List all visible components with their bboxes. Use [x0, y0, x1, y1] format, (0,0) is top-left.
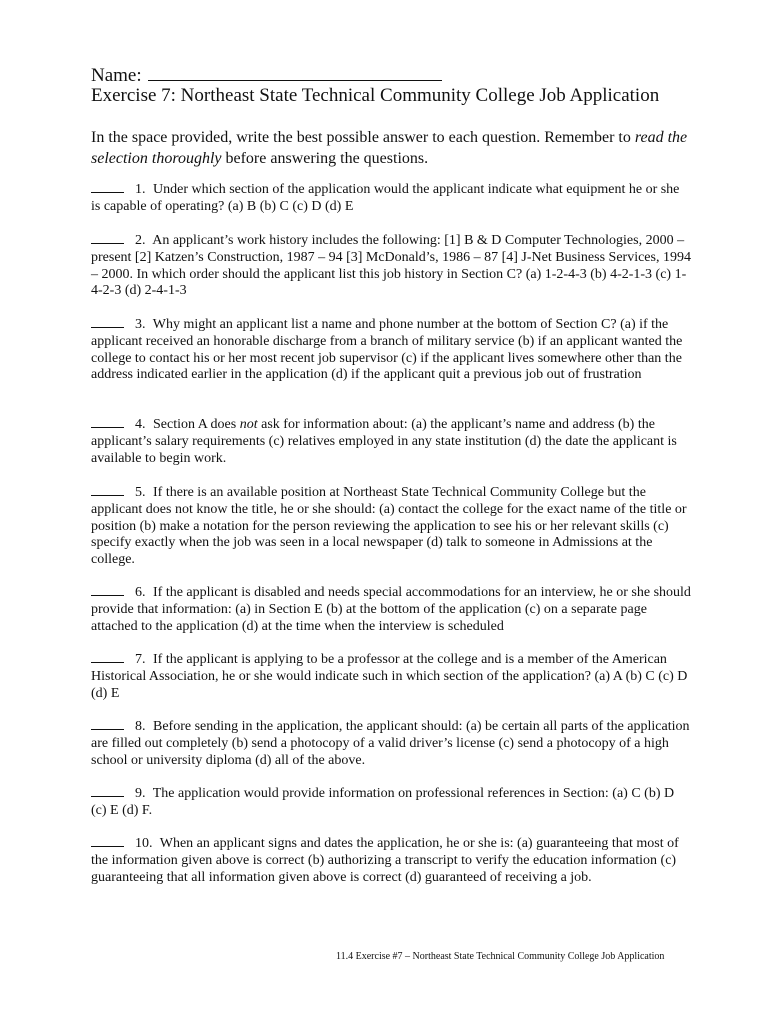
page-title: Exercise 7: Northeast State Technical Community College Job Application — [91, 85, 660, 106]
question-text: Under which section of the application would the applicant indicate what equipment he or she is capable of operating? (a) B (b) C (c) D (d) E — [91, 182, 680, 214]
question-number: 4. — [135, 417, 146, 432]
page-footer: 11.4 Exercise #7 – Northeast State Technical Community College Job Application — [336, 951, 665, 962]
question-number: 8. — [135, 719, 146, 734]
question-text-before: Section A does — [153, 417, 240, 432]
answer-blank — [91, 584, 124, 596]
question-text: The application would provide information on professional references in Section: (a) C (b) D (c) E (d) F. — [91, 786, 675, 818]
question-number: 9. — [135, 786, 146, 801]
question-number: 3. — [135, 317, 146, 332]
question-9 — [91, 785, 691, 820]
instructions-text-part1: In the space provided, write the best possible answer to each question. Remember to — [91, 129, 635, 146]
question-number: 10. — [135, 836, 153, 851]
instructions-text-part2: before answering the questions. — [221, 150, 429, 167]
name-blank-line — [148, 63, 442, 81]
question-4 — [91, 416, 691, 467]
question-text: If there is an available position at Northeast State Technical Community College but the applicant does not know the title, he or she should: (a) contact the college for the exact name of the title or position (b) make a notation for the person reviewing the application to see his or her relevant skills (c) specify exactly when the job was seen in a local newspaper (d) talk to someone in Admissions at the college. — [91, 485, 687, 568]
question-2 — [91, 232, 691, 300]
question-3 — [91, 316, 691, 384]
question-number: 1. — [135, 182, 146, 197]
question-6 — [91, 584, 691, 635]
question-text-after: ask for information about: (a) the applicant’s name and address (b) the applicant’s salary requirements (c) relatives employed in any state institution (d) the date the applicant is available to begin work. — [91, 417, 677, 466]
answer-blank — [91, 181, 124, 193]
question-10 — [91, 835, 691, 886]
instructions-paragraph — [91, 127, 691, 169]
question-number: 5. — [135, 485, 146, 500]
answer-blank — [91, 232, 124, 244]
question-text-emphasis: not — [239, 417, 258, 432]
question-1 — [91, 181, 691, 216]
question-number: 7. — [135, 652, 146, 667]
answer-blank — [91, 785, 124, 797]
question-text: When an applicant signs and dates the application, he or she is: (a) guaranteeing that most of the information given above is correct (b) authorizing a transcript to verify the education information (c) guaranteeing that all information given above is correct (d) guaranteed of receiving a job. — [91, 836, 679, 885]
question-7 — [91, 651, 691, 702]
question-text: If the applicant is disabled and needs special accommodations for an interview, he or she should provide that information: (a) in Section E (b) at the bottom of the application (c) on a separate page attached to the application (d) at the time when the interview is scheduled — [91, 585, 691, 634]
answer-blank — [91, 416, 124, 428]
answer-blank — [91, 484, 124, 496]
instructions-emphasis: read the selection thoroughly — [91, 129, 688, 167]
question-number: 6. — [135, 585, 146, 600]
answer-blank — [91, 835, 124, 847]
name-line — [91, 63, 442, 87]
question-5 — [91, 484, 691, 569]
name-label: Name: — [91, 65, 142, 86]
question-text: If the applicant is applying to be a professor at the college and is a member of the American Historical Association, he or she would indicate such in which section of the application? (a) A (b) C (c) D (d) E — [91, 652, 688, 701]
question-text: Why might an applicant list a name and phone number at the bottom of Section C? (a) if the applicant received an honorable discharge from a branch of military service (b) if an applicant wanted the college to contact his or her most recent job supervisor (c) if the applicant lives somewhere other than the address indicated earlier in the application (d) if the applicant quit a previous job out of frustration — [91, 317, 683, 383]
answer-blank — [91, 316, 124, 328]
question-number: 2. — [135, 233, 146, 248]
answer-blank — [91, 718, 124, 730]
question-8 — [91, 718, 691, 769]
question-text: Before sending in the application, the applicant should: (a) be certain all parts of the application are filled out completely (b) send a photocopy of a valid driver’s license (c) send a photocopy of a high school or university diploma (d) all of the above. — [91, 719, 690, 768]
question-text: An applicant’s work history includes the following: [1] B & D Computer Technologies, 2000 – present [2] Katzen’s Construction, 1987 – 94 [3] McDonald’s, 1986 – 87 [4] J-Net Business Services, 1994 – 2000. In which order should the applicant list this job history in Section C? (a) 1-2-4-3 (b) 4-2-1-3 (c) 1-4-2-3 (d) 2-4-1-3 — [91, 233, 691, 299]
answer-blank — [91, 651, 124, 663]
